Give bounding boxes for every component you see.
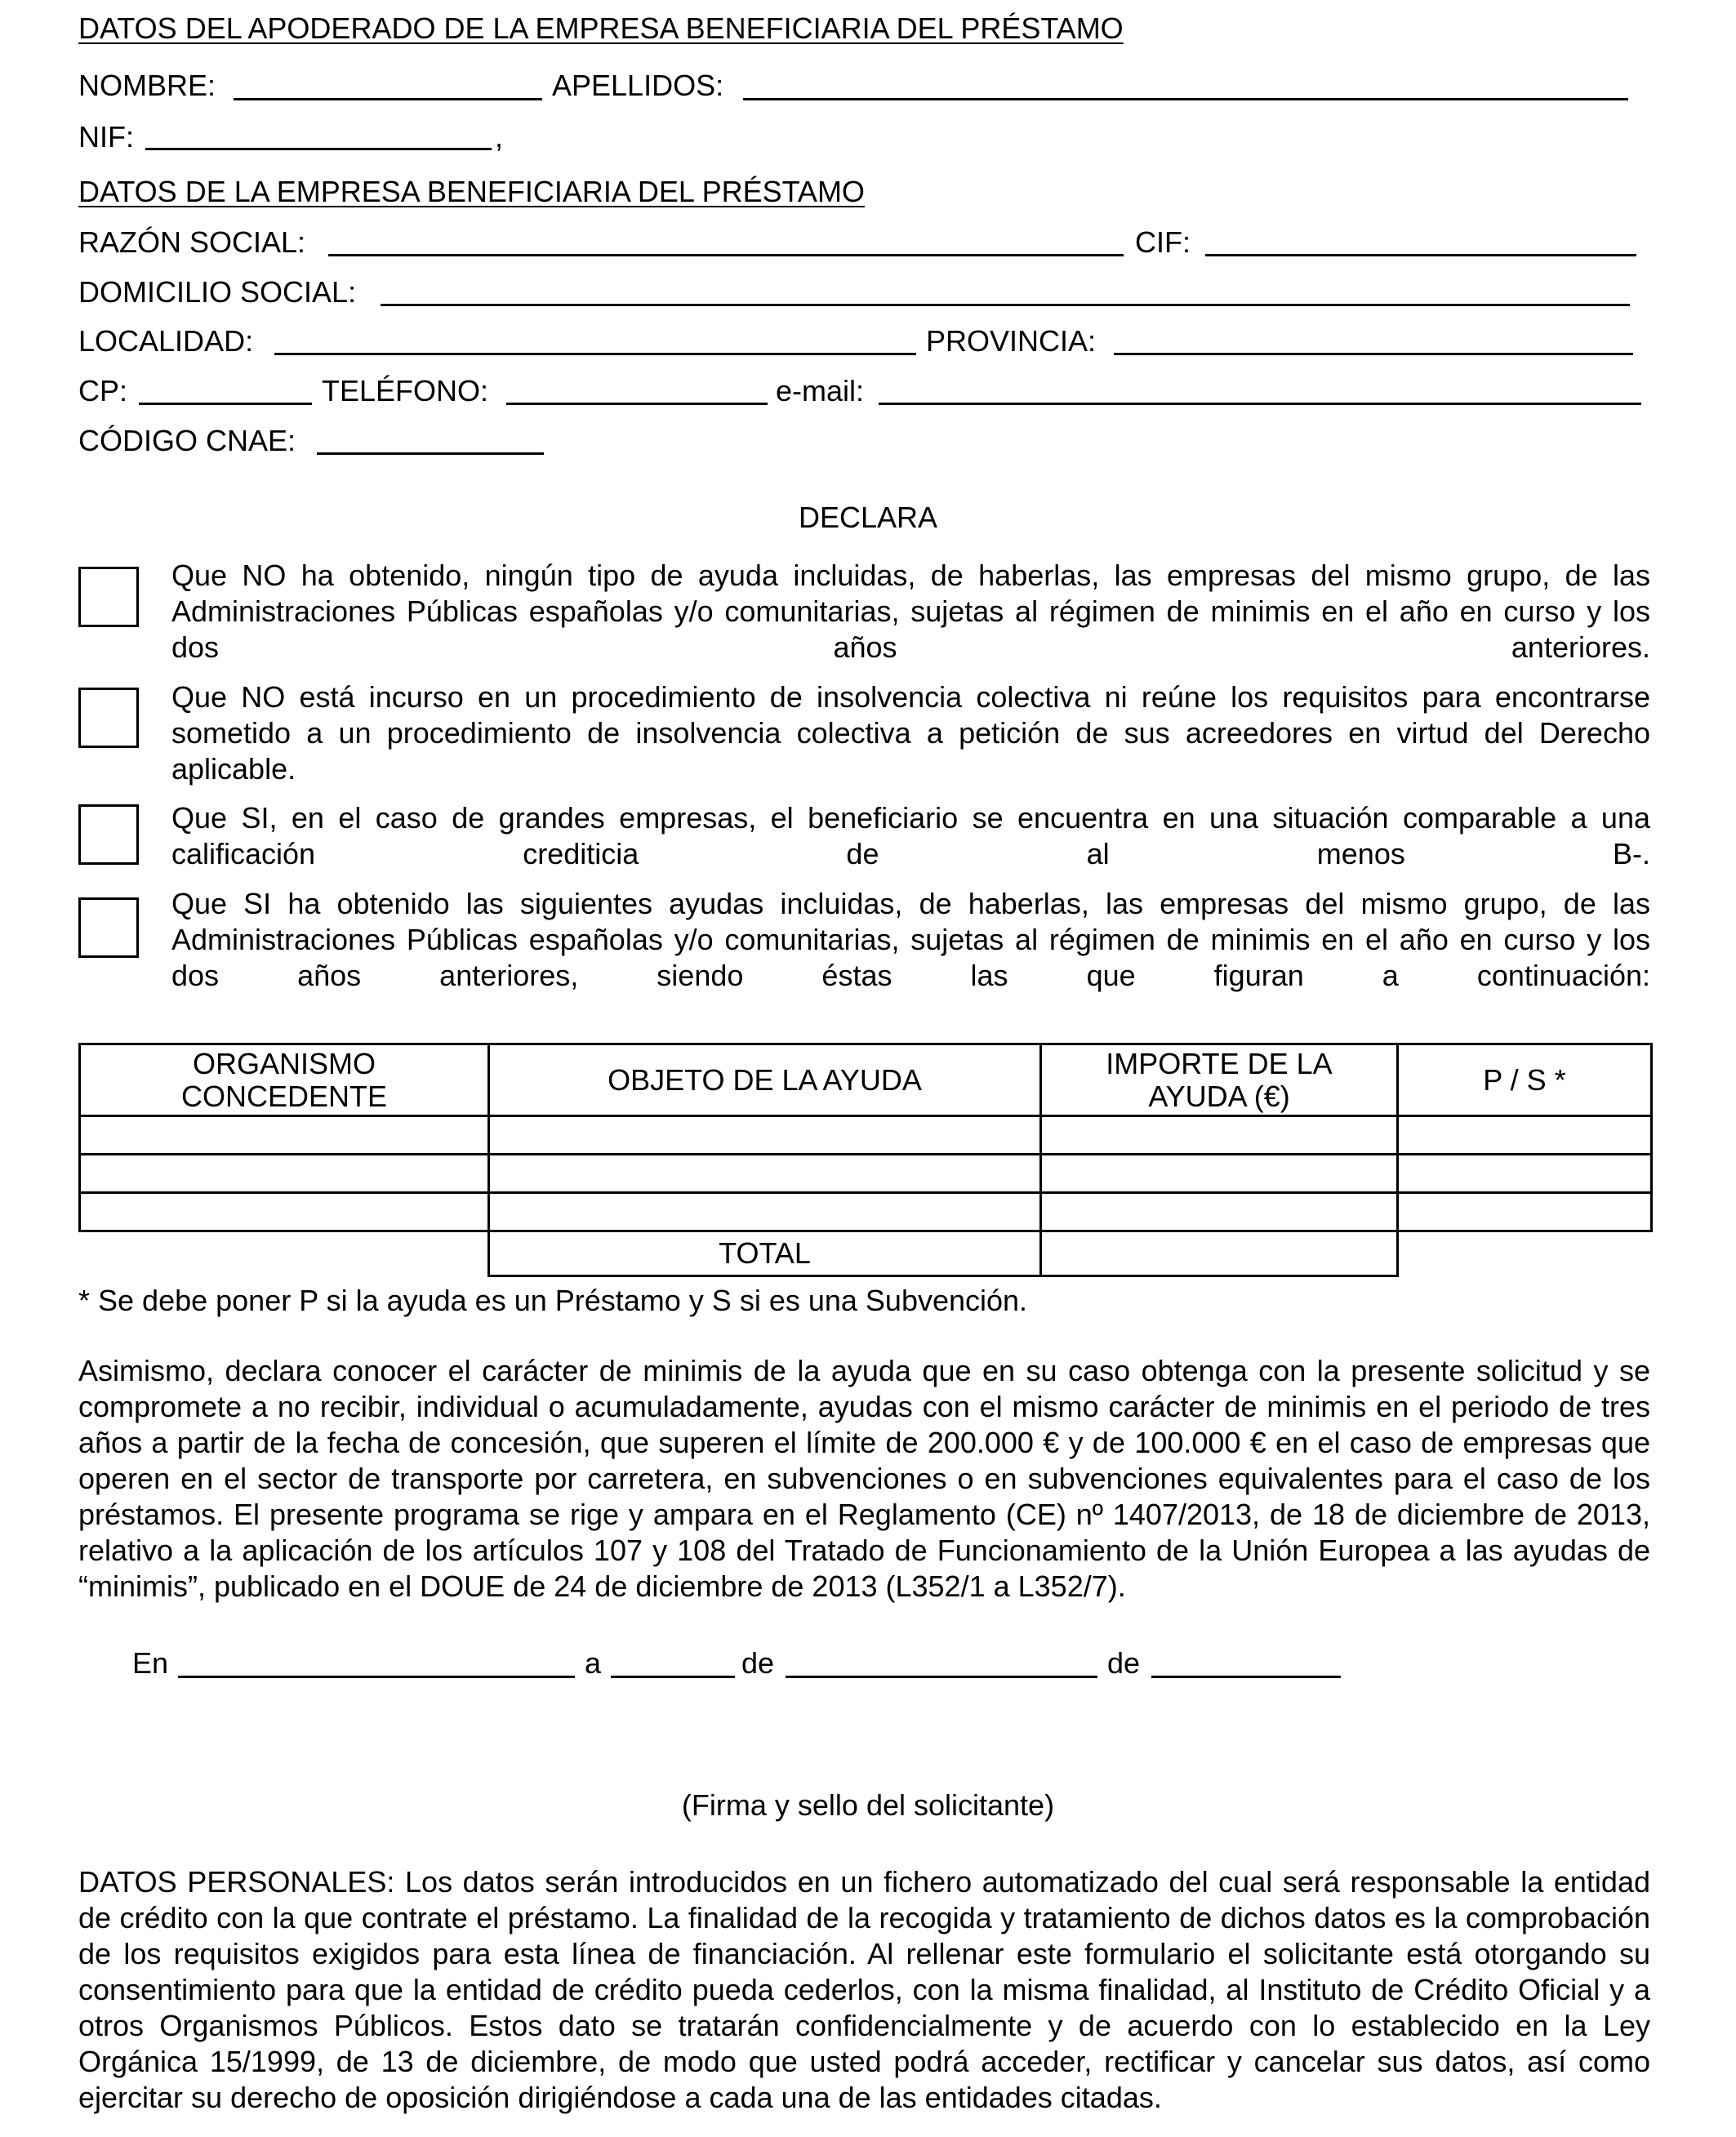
declara-item-1: Que NO ha obtenido, ningún tipo de ayuda incluidas, de haberlas, las empresas del mismo grupo, de las Administraciones Públicas españolas y/o comunitarias, sujetas al régimen de minimis en el año en curso y los dos años anteriores. (171, 559, 1650, 664)
domicilio-social-field[interactable] (381, 304, 1630, 306)
declara-item-4: Que SI ha obtenido las siguientes ayudas incluidas, de haberlas, las empresas del mismo grupo, de las Administraciones Públicas españolas y/o comunitarias, sujetas al régimen de minimis en el año en curso y los dos años anteriores, siendo éstas las que figuran a continuación: (171, 887, 1650, 992)
fecha-mes-field[interactable] (786, 1676, 1097, 1678)
total-label: TOTAL (489, 1231, 1041, 1276)
nif-comma: , (495, 120, 504, 154)
table-cell-organismo[interactable] (80, 1155, 489, 1193)
localidad-field[interactable] (274, 353, 916, 355)
nif-field[interactable] (145, 148, 492, 150)
declara-item-2: Que NO está incurso en un procedimiento de insolvencia colectiva ni reúne los requisitos para encontrarse sometido a un procedimiento de insolvencia colectiva a petición de sus acreedores en virtud del Derecho aplicable. (171, 680, 1650, 786)
declara-checkbox-1[interactable] (78, 567, 139, 627)
datos-personales-paragraph: DATOS PERSONALES: Los datos serán introducidos en un fichero automatizado del cual será responsable la entidad de crédito con la que contrate el préstamo. La finalidad de la recogida y tratamiento de dichos datos es la comprobación de los requisitos exigidos para esta línea de financiación. Al rellenar este formulario el solicitante está otorgando su consentimiento para que la entidad de crédito pueda cederlos, con la misma finalidad, al Instituto de Crédito Oficial y a otros Organismos Públicos. Estos dato se tratarán confidencialmente y de acuerdo con lo establecido en la Ley Orgánica 15/1999, de 13 de diciembre, de modo que usted podrá acceder, rectificar y cancelar sus datos, así como ejercitar su derecho de oposición dirigiéndose a cada una de las entidades citadas. (78, 1865, 1650, 2114)
table-cell-importe[interactable] (1041, 1116, 1398, 1155)
table-row (80, 1116, 1652, 1155)
fecha-de-label-1: de (741, 1646, 775, 1680)
table-row (80, 1193, 1652, 1231)
table-cell-ps[interactable] (1398, 1116, 1652, 1155)
table-header-row (80, 1044, 1652, 1116)
declara-checkbox-2[interactable] (78, 688, 139, 748)
provincia-label: PROVINCIA: (926, 324, 1097, 358)
table-row (80, 1155, 1652, 1193)
apellidos-label: APELLIDOS: (552, 69, 724, 102)
apellidos-field[interactable] (743, 98, 1628, 100)
firma-label: (Firma y sello del solicitante) (681, 1788, 1055, 1822)
fecha-anio-field[interactable] (1151, 1676, 1341, 1678)
col-importe-header: IMPORTE DE LA AYUDA (€) (1041, 1044, 1398, 1116)
footnote: * Se debe poner P si la ayuda es un Préstamo y S si es una Subvención. (78, 1284, 1028, 1317)
cif-field[interactable] (1205, 254, 1636, 256)
table-cell-importe[interactable] (1041, 1193, 1398, 1231)
razon-social-label: RAZÓN SOCIAL: (78, 225, 306, 259)
table-cell-organismo[interactable] (80, 1193, 489, 1231)
empresa-heading: DATOS DE LA EMPRESA BENEFICIARIA DEL PRÉSTAMO (78, 175, 865, 208)
telefono-field[interactable] (506, 403, 768, 405)
col-ps-header: P / S * (1398, 1044, 1652, 1116)
telefono-label: TELÉFONO: (322, 374, 489, 407)
email-label: e-mail: (776, 374, 865, 407)
declara-checkbox-4[interactable] (78, 897, 139, 958)
fecha-en-label: En (132, 1646, 169, 1680)
domicilio-social-label: DOMICILIO SOCIAL: (78, 275, 357, 309)
fecha-a-label: a (585, 1646, 602, 1680)
nombre-field[interactable] (234, 98, 542, 100)
declara-item-3: Que SI, en el caso de grandes empresas, el beneficiario se encuentra en una situación comparable a una calificación crediticia de al menos B-. (171, 801, 1650, 870)
apoderado-heading: DATOS DEL APODERADO DE LA EMPRESA BENEFICIARIA DEL PRÉSTAMO (78, 11, 1124, 45)
table-cell-ps[interactable] (1398, 1193, 1652, 1231)
table-cell-objeto[interactable] (489, 1116, 1041, 1155)
razon-social-field[interactable] (328, 254, 1124, 256)
ayudas-table (78, 1043, 1653, 1277)
col-organismo-header: ORGANISMO CONCEDENTE (80, 1044, 489, 1116)
col-objeto-header: OBJETO DE LA AYUDA (489, 1044, 1041, 1116)
cp-field[interactable] (139, 403, 312, 405)
cnae-label: CÓDIGO CNAE: (78, 424, 296, 457)
nombre-label: NOMBRE: (78, 69, 216, 102)
table-cell-importe[interactable] (1041, 1155, 1398, 1193)
email-field[interactable] (879, 403, 1641, 405)
nif-label: NIF: (78, 120, 134, 154)
table-cell-organismo[interactable] (80, 1116, 489, 1155)
declara-checkbox-3[interactable] (78, 804, 139, 865)
table-cell-objeto[interactable] (489, 1193, 1041, 1231)
total-value-cell[interactable] (1041, 1231, 1398, 1276)
cp-label: CP: (78, 374, 128, 407)
declara-heading: DECLARA (798, 501, 938, 534)
provincia-field[interactable] (1114, 353, 1633, 355)
cnae-field[interactable] (317, 452, 544, 455)
localidad-label: LOCALIDAD: (78, 324, 254, 358)
table-total-row (80, 1231, 1652, 1276)
fecha-de-label-2: de (1107, 1646, 1141, 1680)
table-cell-ps[interactable] (1398, 1155, 1652, 1193)
cif-label: CIF: (1135, 225, 1191, 259)
fecha-lugar-field[interactable] (178, 1676, 575, 1678)
fecha-dia-field[interactable] (611, 1676, 735, 1678)
table-cell-objeto[interactable] (489, 1155, 1041, 1193)
asimismo-paragraph: Asimismo, declara conocer el carácter de minimis de la ayuda que en su caso obtenga con la presente solicitud y se compromete a no recibir, individual o acumuladamente, ayudas con el mismo carácter de minimis en el periodo de tres años a partir de la fecha de concesión, que superen el límite de 200.000 € y de 100.000 € en el caso de empresas que operen en el sector de transporte por carretera, en subvenciones o en subvenciones equivalentes para el caso de los préstamos. El presente programa se rige y ampara en el Reglamento (CE) nº 1407/2013, de 18 de diciembre de 2013, relativo a la aplicación de los artículos 107 y 108 del Tratado de Funcionamiento de la Unión Europea a las ayudas de “minimis”, publicado en el DOUE de 24 de diciembre de 2013 (L352/1 a L352/7). (78, 1354, 1650, 1603)
